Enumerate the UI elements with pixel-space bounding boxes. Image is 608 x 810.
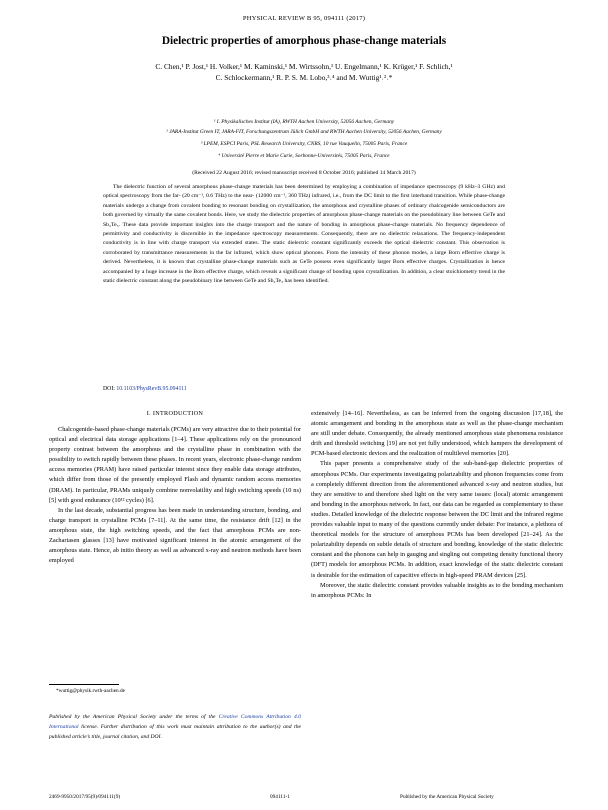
license-link[interactable]: Creative Commons Attribution 4.0 International — [49, 714, 301, 730]
body-paragraph: extensively [14–16]. Nevertheless, as can be inferred from the ongoing discussion [17,18], the atomic arrangement and bonding in the amorphous state as well as the phase-change mechanism are still under debate. Consequently, the already mentioned amorphous state phenomena resistance drift and threshold switching [19] are not yet fully understood, which hampers the development of PCM-based electronic devices and the realization of multilevel memories [20]. — [311, 410, 563, 458]
footer-publisher: Published by the American Physical Society — [400, 794, 494, 800]
affiliation-2: ² JARA-Institut Green IT, JARA-FIT, Forschungszentrum Jülich GmbH and RWTH Aachen University, 52056 Aachen, Germany — [166, 129, 442, 135]
body-column-left — [49, 425, 301, 566]
abstract — [103, 183, 505, 286]
body-column-right — [311, 409, 563, 601]
footer-issn: 2469-9950/2017/95(9)/094111(9) — [49, 794, 121, 800]
corresponding-author-email[interactable]: *wuttig@physik.rwth-aachen.de — [56, 688, 126, 694]
affiliation-3: ³ LPEM, ESPCI Paris, PSL Research University, CNRS, 10 rue Vauquelin, 75005 Paris, France — [200, 141, 408, 147]
body-paragraph: This paper presents a comprehensive study of the sub-band-gap dielectric properties of amorphous PCMs. Our experiments investigating polarizability and phonon frequencies come from a completely different direction from the aforementioned advanced x-ray and neutron studies, but they are sensitive to and therefore shed light on the very same issues: (local) atomic arrangement and bonding in the amorphous network. In fact, our data can be regarded as complementary to these studies. Detailed knowledge of the dielectric response between the DC limit and the infrared regime provides valuable input to many of the questions currently under debate: For instance, a plethora of theoretical models for the structure of amorphous PCMs has been developed [21–24]. As the polarizability depends on subtle details of structure and bonding, knowledge of the static dielectric constant and the phonons can help in gauging and singling out competing density functional theory (DFT) models for amorphous PCMs. In addition, exact knowledge of the static dielectric constant is desirable for the estimation of capacitive effects in high-speed PRAM devices [25]. — [311, 460, 563, 579]
affiliation-4: ⁴ Université Pierre et Marie Curie, Sorbonne-Universités, 75005 Paris, France — [218, 153, 390, 159]
footnote-divider — [49, 684, 119, 685]
running-header: PHYSICAL REVIEW B 95, 094111 (2017) — [242, 15, 366, 22]
author-list — [40, 61, 568, 83]
author-line-1: C. Chen,¹ P. Jost,¹ H. Volker,¹ M. Kaminski,¹ M. Wirtssohn,¹ U. Engelmann,¹ K. Krüger,¹ F. Schlich,¹ — [155, 62, 453, 71]
affiliation-1: ¹ I. Physikalisches Institut (IA), RWTH Aachen University, 52056 Aachen, Germany — [213, 119, 395, 125]
license-notice — [49, 712, 301, 742]
doi-label: DOI: — [103, 386, 117, 392]
body-paragraph: Moreover, the static dielectric constant provides valuable insights as to the bonding mechanism in amorphous PCMs: In — [311, 581, 563, 599]
abstract-text: The dielectric function of several amorphous phase-change materials has been determined by employing a combination of impedance spectroscopy (9 kHz–3 GHz) and optical spectroscopy from the far- (20 cm⁻¹, 0.6 THz) to the near- (12000 cm⁻¹, 360 THz) infrared, i.e., from the DC limit to the first interband transition. While phase-change materials undergo a change from covalent bonding to resonant bonding on crystallization, the amorphous and crystalline phases of ordinary chalcogenide semiconductors are both governed by virtually the same covalent bonds. Here, we study the dielectric properties of amorphous phase-change materials on the pseudobinary line between GeTe and Sb₂Te₃. These data provide important insights into the charge transport and the nature of bonding in amorphous phase-change materials. No frequency dependence of permittivity and conductivity is discernible in the impedance spectroscopy measurements. Consequently, there are no dielectric relaxations. The frequency-independent conductivity is in line with charge transport via extended states. The static dielectric constant significantly exceeds the optical dielectric constant. This observation is corroborated by transmittance measurements in the far infrared, which show optical phonons. From the intensity of these phonon modes, a large Born effective charge is derived. Nevertheless, it is known that crystalline phase-change materials such as GeTe possess even significantly larger Born effective charges. Crystallization is hence accompanied by a huge increase in the Born effective charge, which reveals a significant change of bonding upon crystallization. In addition, a clear stoichiometry trend in the static dielectric constant along the pseudobinary line between GeTe and Sb₂Te₃ has been identified. — [103, 184, 505, 285]
license-text-post: license. Further distribution of this work must maintain attribution to the author(s) and the published article’s title, journal citation, and DOI. — [49, 724, 301, 740]
body-paragraph: In the last decade, substantial progress has been made in understanding structure, bonding, and charge transport in crystalline PCMs [7–11]. At the same time, the resistance drift [12] in the amorphous state, the high switching speeds, and the fact that amorphous PCMs are non-Zachariasen glasses [13] have motivated significant interest in the atomic arrangement of the amorphous state. Hence, ab initio theory as well as advanced x-ray and neutron methods have been employed — [49, 506, 301, 565]
footer-page-number: 094111-1 — [270, 794, 290, 800]
license-text-pre: Published by the American Physical Society under the terms of the — [49, 714, 219, 720]
doi-link[interactable]: 10.1103/PhysRevB.95.094111 — [116, 386, 187, 392]
paper-title: Dielectric properties of amorphous phase-change materials — [161, 35, 447, 47]
section-heading-introduction: I. INTRODUCTION — [146, 410, 204, 417]
doi-line — [103, 386, 187, 392]
author-line-2: C. Schlockermann,¹ R. P. S. M. Lobo,³˒⁴ and M. Wuttig¹˒²˒* — [215, 73, 393, 82]
received-dates: (Received 22 August 2016; revised manuscript received 8 October 2016; published 14 March 2017) — [192, 170, 416, 176]
body-paragraph: Chalcogenide-based phase-change materials (PCMs) are very attractive due to their potential for optical and electrical data storage applications [1–4]. These applications rely on the pronounced property contrast between the amorphous and the crystalline phase in combination with the possibility to switch rapidly between these phases. In recent years, electronic phase-change random access memories (PRAM) have raised particular interest since they enable data storage attributes, which differ from those of the presently employed Flash and dynamic random access memories (DRAM). In particular, PRAMs uniquely combine nonvolatility and high switching speeds (10 ns) [5] with good endurance (10¹² cycles) [6]. — [49, 426, 301, 504]
